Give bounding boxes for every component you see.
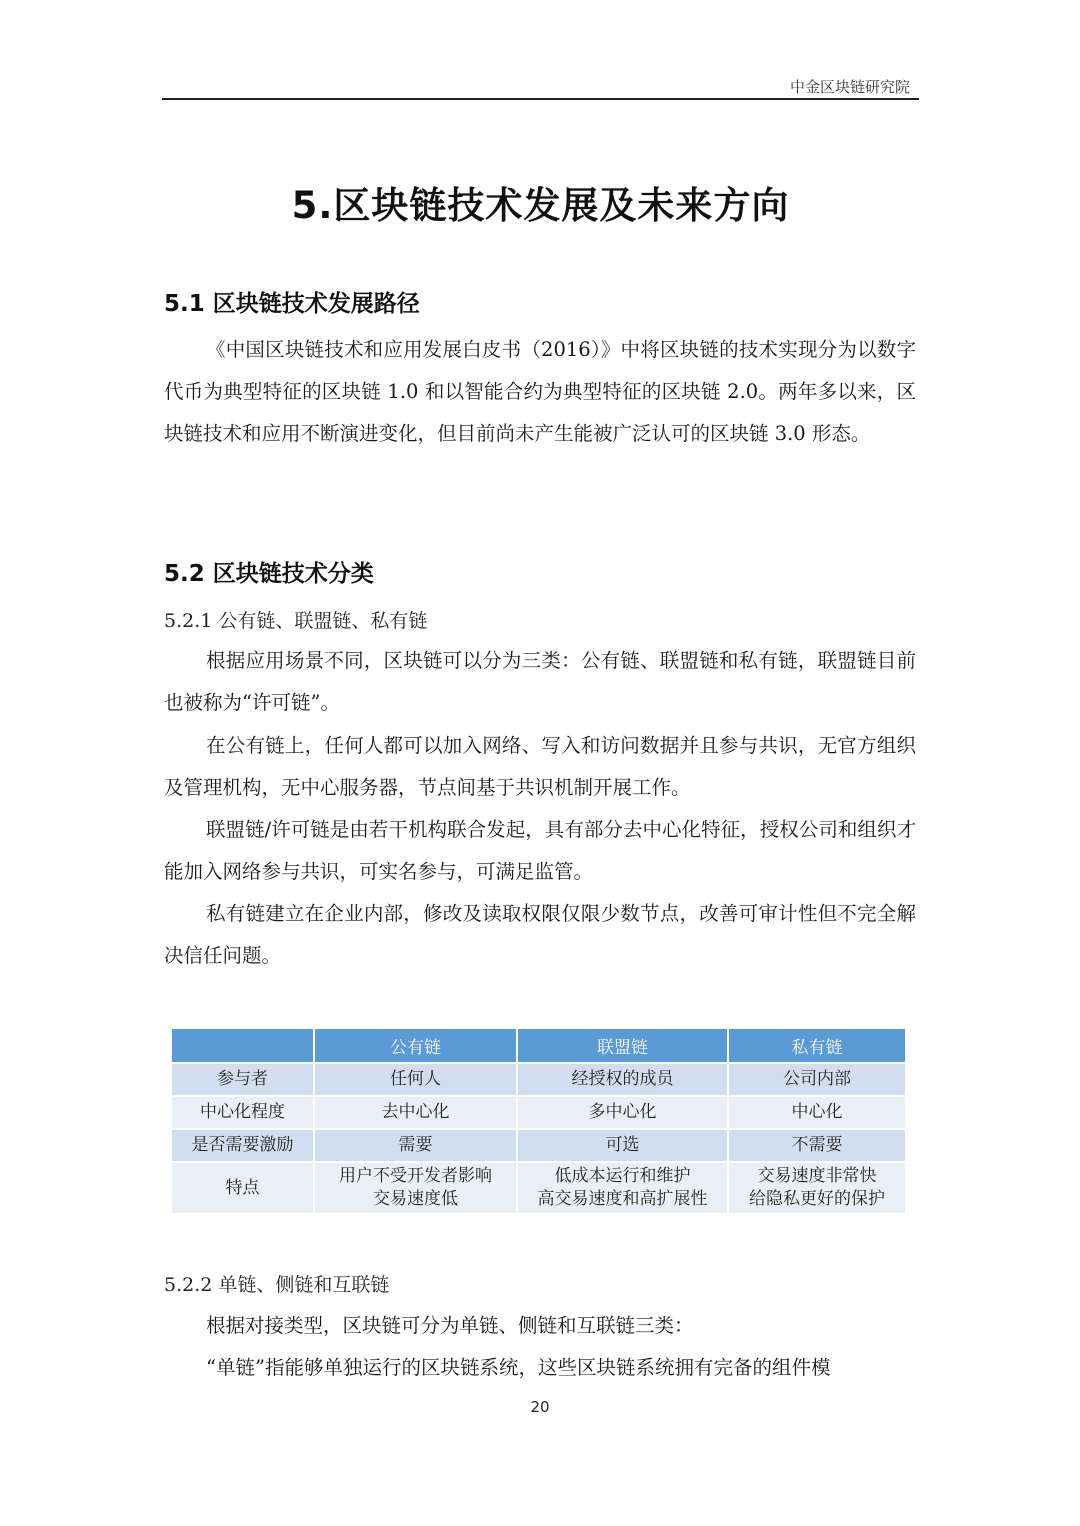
table-cell: 低成本运行和维护 高交易速度和高扩展性 — [517, 1162, 728, 1213]
paragraph: 《中国区块链技术和应用发展白皮书（2016）》中将区块链的技术实现分为以数字代币为典型特征的区块链 1.0 和以智能合约为典型特征的区块链 2.0。两年多以来，区块链技术和应用不断演进变化，但目前尚未产生能被广泛认可的区块链 3.0 形态。 — [164, 338, 916, 445]
paragraph: 联盟链/许可链是由若干机构联合发起，具有部分去中心化特征，授权公司和组织才能加入网络参与共识，可实名参与，可满足监管。 — [164, 818, 916, 883]
paragraph: 根据应用场景不同，区块链可以分为三类：公有链、联盟链和私有链，联盟链目前也被称为“许可链”。 — [164, 649, 916, 714]
table-cell: 需要 — [314, 1129, 517, 1162]
subsection-heading-5-2-2: 5.2.2 单链、侧链和互联链 — [164, 1274, 390, 1296]
table-header-cell — [172, 1029, 314, 1063]
paragraph: 根据对接类型，区块链可分为单链、侧链和互联链三类： — [206, 1314, 694, 1337]
table-cell: 经授权的成员 — [517, 1063, 728, 1096]
table-row-label: 是否需要激励 — [172, 1129, 314, 1162]
table-row-label: 参与者 — [172, 1063, 314, 1096]
paragraph: 私有链建立在企业内部，修改及读取权限仅限少数节点，改善可审计性但不完全解决信任问题。 — [164, 902, 916, 967]
section-heading-5-2: 5.2 区块链技术分类 — [164, 561, 374, 587]
header-rule — [162, 98, 919, 100]
table-row — [172, 1129, 906, 1162]
table-cell: 多中心化 — [517, 1096, 728, 1129]
chain-comparison-table — [172, 1029, 907, 1213]
page-number: 20 — [530, 1398, 550, 1416]
table-header-cell: 公有链 — [314, 1029, 517, 1063]
table-row — [172, 1096, 906, 1129]
table-row-label: 特点 — [172, 1162, 314, 1213]
table-header-cell: 联盟链 — [517, 1029, 728, 1063]
table-row-label: 中心化程度 — [172, 1096, 314, 1129]
table-header-row — [172, 1029, 906, 1063]
chapter-title: 5.区块链技术发展及未来方向 — [291, 184, 790, 227]
table-cell: 去中心化 — [314, 1096, 517, 1129]
table-cell: 交易速度非常快 给隐私更好的保护 — [728, 1162, 906, 1213]
table-cell: 任何人 — [314, 1063, 517, 1096]
table-cell: 公司内部 — [728, 1063, 906, 1096]
table-row — [172, 1162, 906, 1213]
section-heading-5-1: 5.1 区块链技术发展路径 — [164, 291, 420, 317]
paragraph: “单链”指能够单独运行的区块链系统，这些区块链系统拥有完备的组件模 — [206, 1356, 831, 1379]
table-cell: 可选 — [517, 1129, 728, 1162]
table-header-cell: 私有链 — [728, 1029, 906, 1063]
table-cell: 不需要 — [728, 1129, 906, 1162]
subsection-heading-5-2-1: 5.2.1 公有链、联盟链、私有链 — [164, 610, 428, 632]
table-row — [172, 1063, 906, 1096]
paragraph: 在公有链上，任何人都可以加入网络、写入和访问数据并且参与共识，无官方组织及管理机构，无中心服务器，节点间基于共识机制开展工作。 — [164, 734, 916, 799]
table-cell: 用户不受开发者影响 交易速度低 — [314, 1162, 517, 1213]
table-cell: 中心化 — [728, 1096, 906, 1129]
running-header: 中金区块链研究院 — [789, 78, 910, 96]
